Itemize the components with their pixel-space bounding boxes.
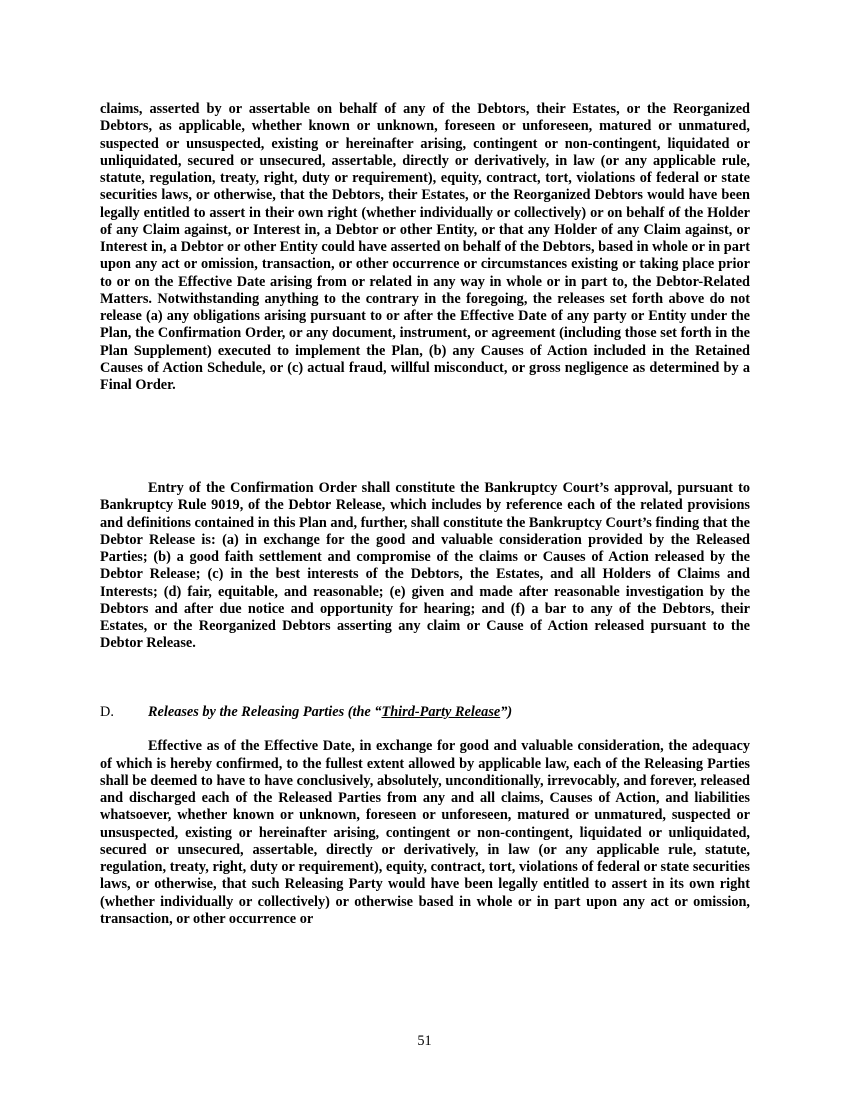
paragraph-confirmation-order-approval: Entry of the Confirmation Order shall constitute the Bankruptcy Court’s approval, pursuant to Bankruptcy Rule 9019, of the Debtor Release, which includes by reference each of the related provisions and definitions contained in this Plan and, further, shall constitute the Bankruptcy Court’s finding that the Debtor Release is: (a) in exchange for the good and valuable consideration provided by the Released Parties; (b) a good faith settlement and compromise of the claims or Causes of Action released by the Debtor Release; (c) in the best interests of the Debtors, the Estates, and all Holders of Claims and Interests; (d) fair, equitable, and reasonable; (e) given and made after reasonable investigation by the Debtors and after due notice and opportunity for hearing; and (f) a bar to any of the Debtors, their Estates, or the Reorganized Debtors asserting any claim or Cause of Action released pursuant to the Debtor Release. <box>100 480 750 652</box>
section-title-defined-term: Third-Party Release <box>381 704 501 720</box>
document-page <box>100 101 750 928</box>
paragraph-debtor-release-continuation: claims, asserted by or assertable on behalf of any of the Debtors, their Estates, or the Reorganized Debtors, as applicable, whether known or unknown, foreseen or unforeseen, matured or unmatured, suspected or unsuspected, existing or hereinafter arising, contingent or non-contingent, liquidated or unliquidated, secured or unsecured, assertable, directly or derivatively, in law (or any applicable rule, statute, regulation, treaty, right, duty or requirement), equity, contract, tort, violations of federal or state securities laws, or otherwise, that the Debtors, their Estates, or the Reorganized Debtors would have been legally entitled to assert in their own right (whether individually or collectively) or on behalf of the Holder of any Claim against, or Interest in, a Debtor or other Entity, or that any Holder of any Claim against, or Interest in, a Debtor or other Entity could have asserted on behalf of the Debtors, based in whole or in part upon any act or omission, transaction, or other occurrence or circumstances existing or taking place prior to or on the Effective Date arising from or related in any way in whole or in part to, the Debtor-Related Matters. Notwithstanding anything to the contrary in the foregoing, the releases set forth above do not release (a) any obligations arising pursuant to or after the Effective Date of any party or Entity under the Plan, the Confirmation Order, or any document, instrument, or agreement (including those set forth in the Plan Supplement) executed to implement the Plan, (b) any Causes of Action included in the Retained Causes of Action Schedule, or (c) actual fraud, willful misconduct, or gross negligence as determined by a Final Order. <box>100 101 750 393</box>
section-title-prefix: Releases by the Releasing Parties (the “ <box>148 704 382 720</box>
section-heading-d <box>100 704 750 721</box>
section-number: D. <box>100 704 114 720</box>
page-number: 51 <box>417 1033 432 1049</box>
section-title <box>148 704 512 721</box>
section-title-suffix: ”) <box>500 704 513 720</box>
paragraph-third-party-release: Effective as of the Effective Date, in exchange for good and valuable consideration, the adequacy of which is hereby confirmed, to the fullest extent allowed by applicable law, each of the Releasing Parties shall be deemed to have to have conclusively, absolutely, unconditionally, irrevocably, and forever, released and discharged each of the Released Parties from any and all claims, Causes of Action, and liabilities whatsoever, whether known or unknown, foreseen or unforeseen, matured or unmatured, suspected or unsuspected, existing or hereinafter arising, contingent or non-contingent, liquidated or unliquidated, secured or unsecured, assertable, directly or derivatively, in law (or any applicable rule, statute, regulation, treaty, right, duty or requirement), equity, contract, tort, violations of federal or state securities laws, or otherwise, that such Releasing Party would have been legally entitled to assert in its own right (whether individually or collectively) or otherwise based in whole or in part upon any act or omission, transaction, or other occurrence or <box>100 738 750 927</box>
